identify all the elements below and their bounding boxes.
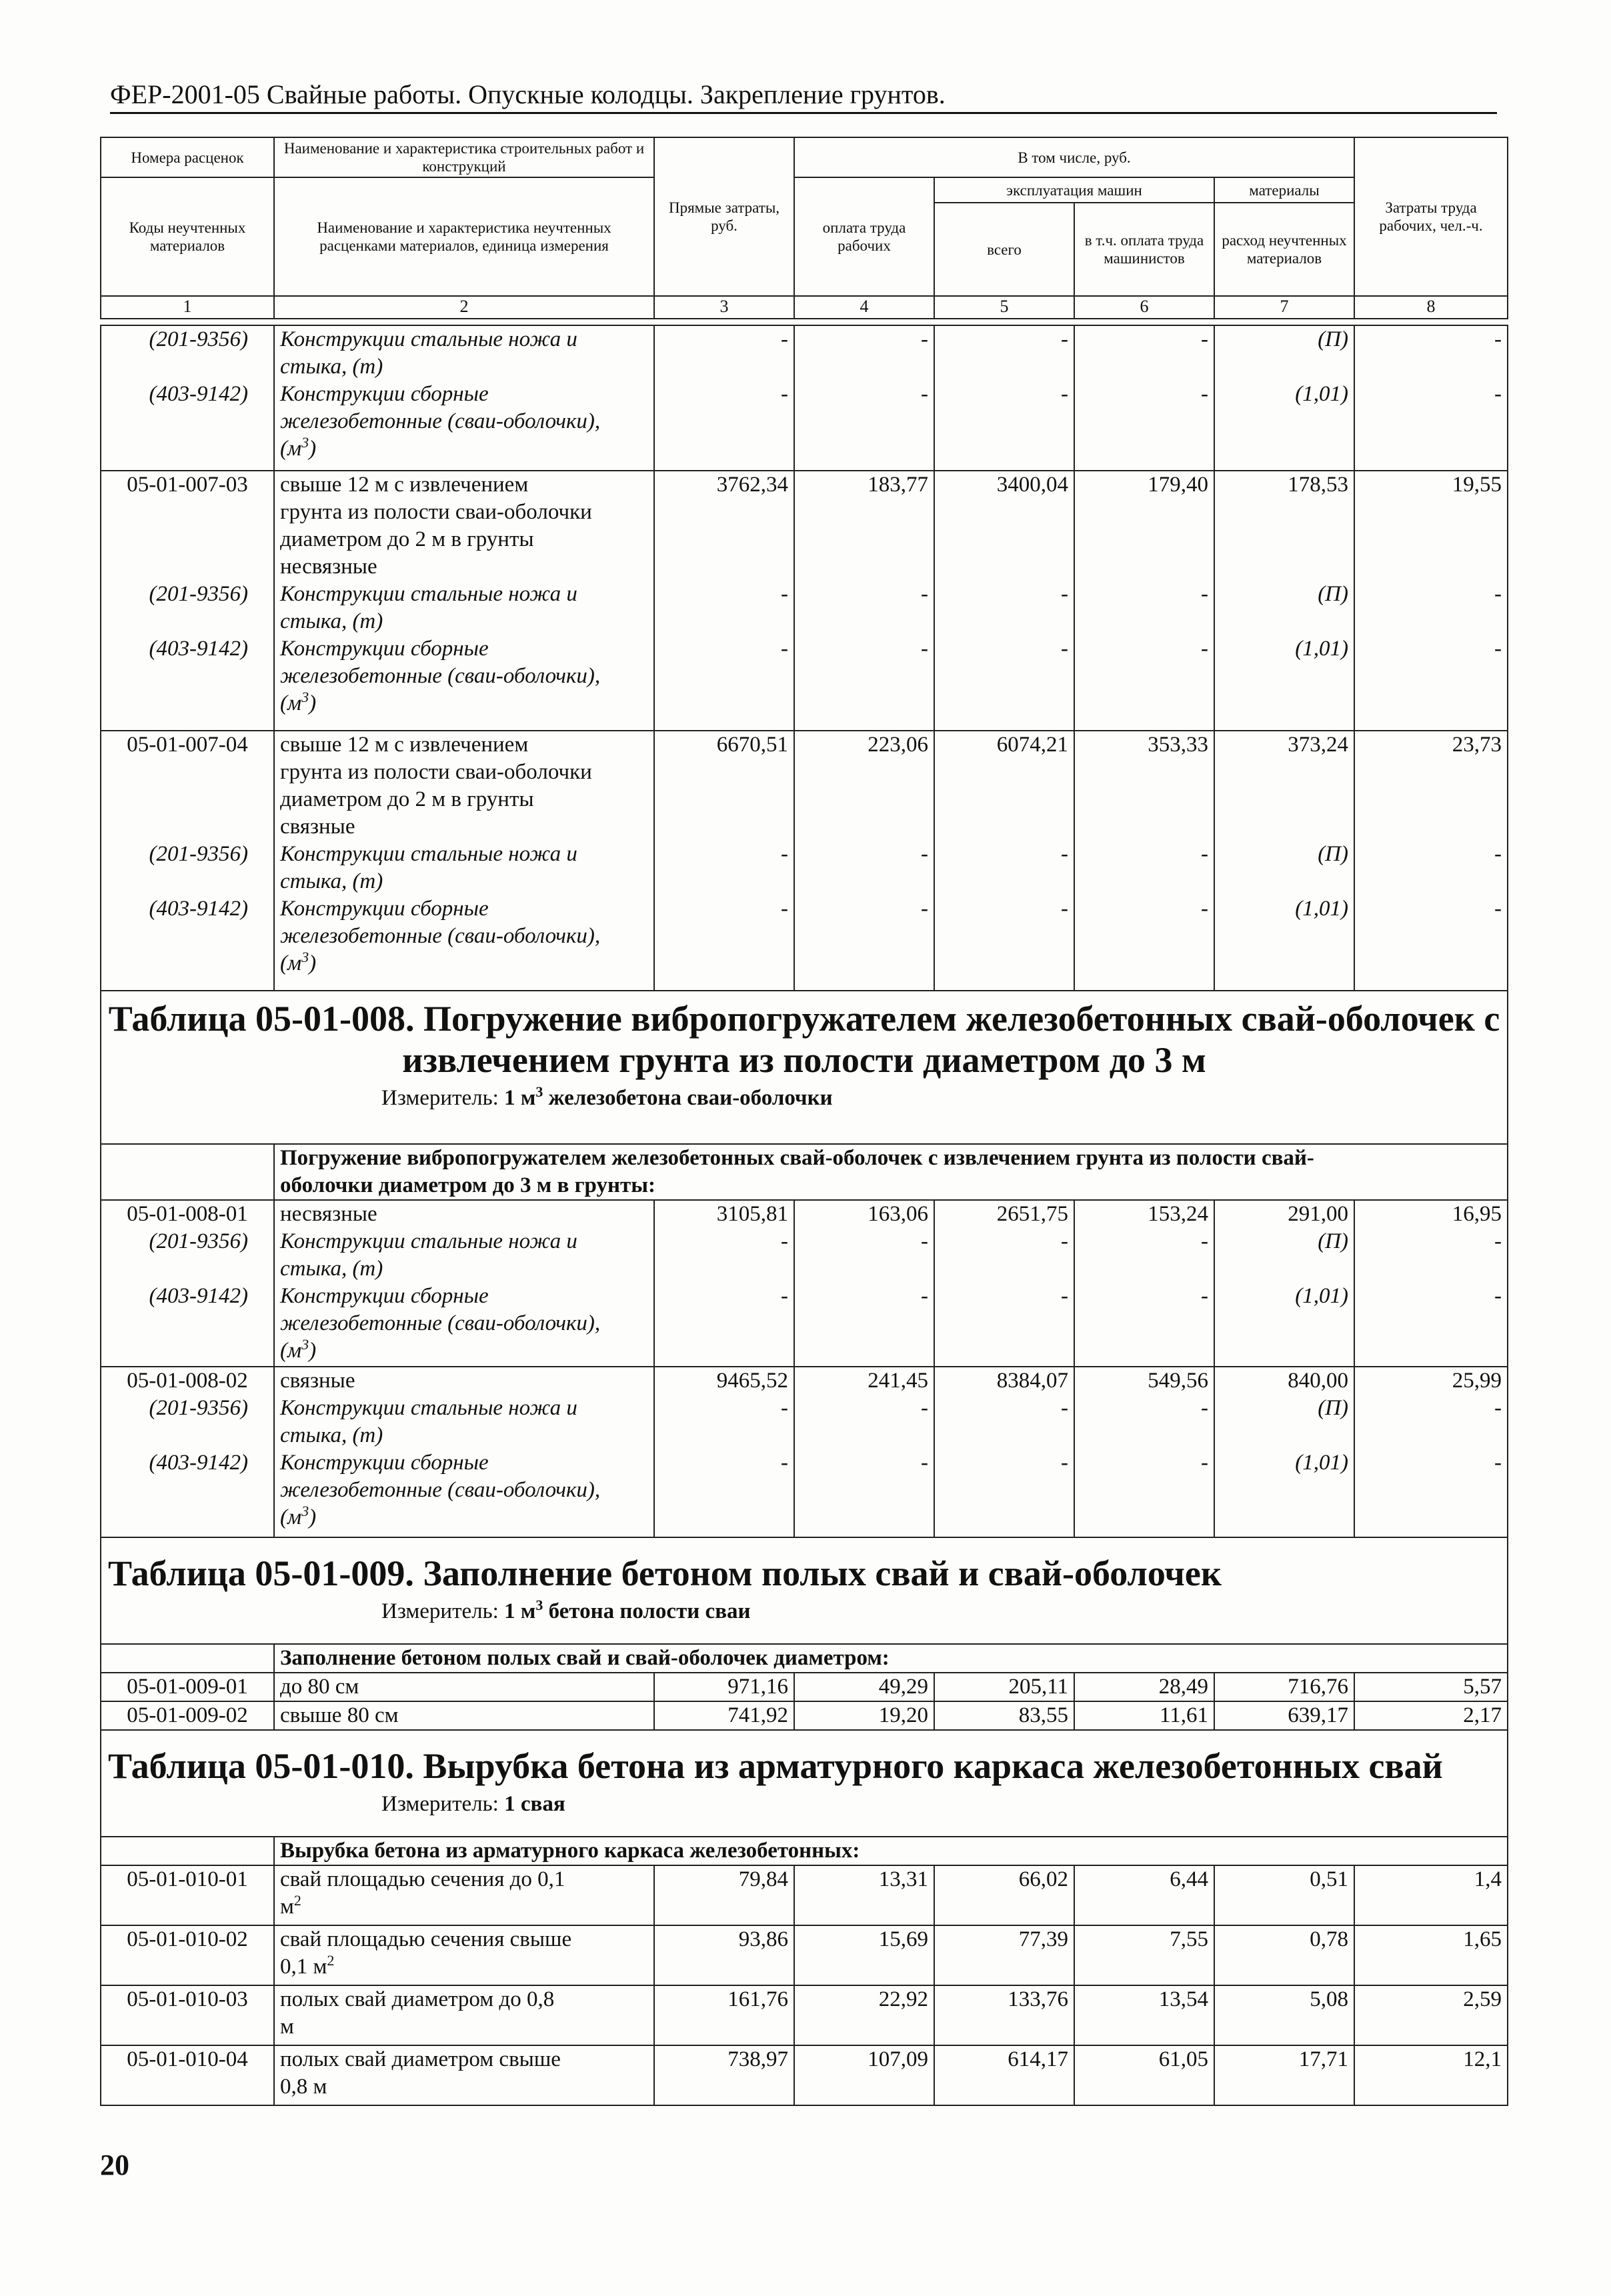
value-cell: 0,78	[1214, 1925, 1354, 1985]
value-cell: 16,95	[1452, 1202, 1502, 1226]
rate-name: несвязные	[280, 555, 377, 579]
table-row: 05-01-008-01 (201-9356) (403-9142) несвязные Конструкции стальные ножа и стыка, (т) Конструкции сборные железобетонные (сваи-оболочки), $(м^3)$ 3105,81 - - 163,06 - - 2651,75 - - 153,24 - - 291,00 (П) (1,01) 16,95 - -	[101, 1200, 1508, 1367]
column-header-table	[100, 137, 1508, 319]
value-cell: 373,24	[1288, 733, 1348, 757]
col1-top-header: Номера расценок	[101, 137, 274, 177]
table-row: 05-01-007-04 (201-9356) (403-9142) свыше 12 м с извлечением грунта из полости сваи-оболочки диаметром до 2 м в грунты связные Конструкции стальные ножа и стыка, (т) Конструкции сборные железобетонные (сваи-оболочки), $(м^3)$ 6670,51 - - 223,06 - - 6074,21 - - 353,33 - - 373,24 (П) (1,01) 23,73 - -	[101, 731, 1508, 991]
material-unit: )	[309, 437, 317, 461]
rate-name: связные	[280, 1369, 355, 1393]
table-row	[101, 1701, 1508, 1730]
value-cell: 3762,34	[716, 473, 788, 497]
rate-name: свыше 12 м с извлечением	[280, 733, 529, 757]
value-cell: 1,4	[1354, 1865, 1508, 1925]
value-cell: 15,69	[794, 1925, 934, 1985]
rate-name: свай площадью сечения до 0,1	[280, 1867, 565, 1891]
machines-operators-header: в т.ч. оплата труда машинистов	[1074, 203, 1214, 296]
value-cell: 639,17	[1214, 1701, 1354, 1730]
body-table	[100, 325, 1508, 2106]
rate-name: свыше 80 см	[274, 1701, 654, 1730]
rate-code: 05-01-010-04	[101, 2045, 274, 2105]
value-cell: 161,76	[654, 1985, 794, 2045]
rate-name: диаметром до 2 м в грунты	[280, 787, 534, 811]
col-index: 8	[1354, 296, 1508, 319]
group-heading: Заполнение бетоном полых свай и свай-оболочек диаметром:	[274, 1644, 1508, 1673]
material-code: (403-9142)	[149, 382, 248, 406]
value-cell: 93,86	[654, 1925, 794, 1985]
table-row: (201-9356) (403-9142) Конструкции стальные ножа и стыка, (т) Конструкции сборные железобетонные (сваи-оболочки), $(м^3)$ - - - - - - - - (П) (1,01) - -	[101, 325, 1508, 471]
value-cell: 133,76	[934, 1985, 1074, 2045]
unit-measure: Измеритель: 1 $м^3$ железобетона сваи-оболочки	[381, 1083, 833, 1110]
table-row: 05-01-010-03 полых свай диаметром до 0,8 м 161,76 22,92 133,76 13,54 5,08 2,59	[101, 1985, 1508, 2045]
value-cell: 840,00	[1288, 1369, 1348, 1393]
material-code: (201-9356)	[149, 327, 248, 351]
value-cell: 9465,52	[716, 1369, 788, 1393]
col-index: 3	[654, 296, 794, 319]
group-heading: Вырубка бетона из арматурного каркаса железобетонных:	[274, 1837, 1508, 1865]
rate-name: грунта из полости сваи-оболочки	[280, 500, 592, 524]
value-cell: 178,53	[1288, 473, 1348, 497]
value-cell: 17,71	[1214, 2045, 1354, 2105]
value-cell: 716,76	[1214, 1673, 1354, 1701]
rate-code: 05-01-007-04	[127, 733, 248, 757]
table-title: Таблица 05-01-008. Погружение вибропогружателем железобетонных свай-оболочек с извлечением грунта из полости диаметром до 3 м	[108, 999, 1500, 1080]
material-code: (201-9356)	[149, 582, 248, 606]
value-cell: 6670,51	[716, 733, 788, 757]
value-cell: 741,92	[654, 1701, 794, 1730]
direct-cost-header: Прямые затраты, руб.	[654, 137, 794, 296]
value-cell: 3400,04	[996, 473, 1068, 497]
rate-code: 05-01-010-02	[101, 1925, 274, 1985]
value-cell: 8384,07	[996, 1369, 1068, 1393]
rate-name: грунта из полости сваи-оболочки	[280, 760, 592, 784]
value-cell: 11,61	[1074, 1701, 1214, 1730]
table-row: 05-01-010-01 свай площадью сечения до 0,1 $м^2$ 79,84 13,31 66,02 6,44 0,51 1,4	[101, 1865, 1508, 1925]
value-cell: 0,51	[1214, 1865, 1354, 1925]
value-cell: 49,29	[794, 1673, 934, 1701]
including-header: В том числе, руб.	[794, 137, 1354, 177]
table-row: 05-01-010-04 полых свай диаметром свыше 0,8 м 738,97 107,09 614,17 61,05 17,71 12,1	[101, 2045, 1508, 2105]
col-index: 7	[1214, 296, 1354, 319]
rate-code: 05-01-010-03	[101, 1985, 274, 2045]
value-cell: 205,11	[934, 1673, 1074, 1701]
value-cell: 353,33	[1148, 733, 1208, 757]
rate-name: до 80 см	[274, 1673, 654, 1701]
rate-name: связные	[280, 815, 355, 839]
rate-name: полых свай диаметром свыше	[280, 2047, 561, 2071]
labor-header: оплата труда рабочих	[794, 177, 934, 296]
machines-total-header: всего	[934, 203, 1074, 296]
value-cell: 2,59	[1354, 1985, 1508, 2045]
table-row: 05-01-007-03 (201-9356) (403-9142) свыше 12 м с извлечением грунта из полости сваи-оболочки диаметром до 2 м в грунты несвязные Конструкции стальные ножа и стыка, (т) Конструкции сборные железобетонные (сваи-оболочки), $(м^3)$ 3762,34 - - 183,77 - - 3400,04 - - 179,40 - - 178,53 (П) (1,01) 19,55 - -	[101, 471, 1508, 731]
material-name: стыка, (т)	[280, 355, 383, 379]
value-cell: 83,55	[934, 1701, 1074, 1730]
rate-code: 05-01-009-02	[101, 1701, 274, 1730]
value-cell: 66,02	[934, 1865, 1074, 1925]
value-cell: 5,08	[1214, 1985, 1354, 2045]
rate-name: полых свай диаметром до 0,8	[280, 1987, 555, 2011]
value-cell: 3105,81	[716, 1202, 788, 1226]
col-index: 5	[934, 296, 1074, 319]
value-cell: 153,24	[1148, 1202, 1208, 1226]
col1-bottom-header: Коды неучтенных материалов	[101, 177, 274, 296]
rate-code: 05-01-008-02	[127, 1369, 248, 1393]
value-cell: 738,97	[654, 2045, 794, 2105]
value-cell: 23,73	[1452, 733, 1502, 757]
rate-code: 05-01-010-01	[101, 1865, 274, 1925]
table-title: Таблица 05-01-010. Вырубка бетона из арматурного каркаса железобетонных свай	[108, 1746, 1443, 1786]
table-title: Таблица 05-01-009. Заполнение бетоном полых свай и свай-оболочек	[108, 1553, 1222, 1593]
value-cell: 2651,75	[996, 1202, 1068, 1226]
value-cell: 13,31	[794, 1865, 934, 1925]
unit-measure: Измеритель: 1 свая	[381, 1792, 565, 1816]
rate-name: свай площадью сечения свыше	[280, 1927, 572, 1951]
value-cell: 22,92	[794, 1985, 934, 2045]
value-cell: 12,1	[1354, 2045, 1508, 2105]
value-cell: 79,84	[654, 1865, 794, 1925]
value-cell: 13,54	[1074, 1985, 1214, 2045]
materials-header: материалы	[1214, 177, 1354, 203]
rate-code: 05-01-009-01	[101, 1673, 274, 1701]
value-cell: 5,57	[1354, 1673, 1508, 1701]
col-index: 6	[1074, 296, 1214, 319]
value-cell: 28,49	[1074, 1673, 1214, 1701]
col-index: 4	[794, 296, 934, 319]
col-index: 2	[274, 296, 654, 319]
value-cell: 614,17	[934, 2045, 1074, 2105]
col-index: 1	[101, 296, 274, 319]
material-code: (403-9142)	[149, 637, 248, 661]
table-row: 05-01-008-02 (201-9356) (403-9142) связные Конструкции стальные ножа и стыка, (т) Конструкции сборные железобетонные (сваи-оболочки), $(м^3)$ 9465,52 - - 241,45 - - 8384,07 - - 549,56 - - 840,00 (П) (1,01) 25,99 - -	[101, 1367, 1508, 1537]
labor-cost-header: Затраты труда рабочих, чел.-ч.	[1354, 137, 1508, 296]
value-cell: 223,06	[868, 733, 928, 757]
value-cell: 77,39	[934, 1925, 1074, 1985]
material-name: Конструкции стальные ножа и	[280, 327, 577, 351]
materials-use-header: расход неучтенных материалов	[1214, 203, 1354, 296]
rate-code: 05-01-008-01	[127, 1202, 248, 1226]
value-cell: 25,99	[1452, 1369, 1502, 1393]
rate-name: диаметром до 2 м в грунты	[280, 527, 534, 551]
value-cell: 6074,21	[996, 733, 1068, 757]
table-row	[101, 1673, 1508, 1701]
col2-top-header: Наименование и характеристика строительных работ и конструкций	[274, 137, 654, 177]
value-cell: 971,16	[654, 1673, 794, 1701]
value-cell: 183,77	[868, 473, 928, 497]
material-unit: (м	[280, 437, 302, 461]
value-cell: 179,40	[1148, 473, 1208, 497]
value-cell: 19,55	[1452, 473, 1502, 497]
value-cell: 241,45	[868, 1369, 928, 1393]
unit-exponent: 3	[301, 434, 309, 451]
group-heading: Погружение вибропогружателем железобетонных свай-оболочек с извлечением грунта из полости свай- оболочки диаметром до 3 м в грунты:	[274, 1144, 1508, 1200]
rate-name: свыше 12 м с извлечением	[280, 473, 529, 497]
value-cell: 6,44	[1074, 1865, 1214, 1925]
table-row: 05-01-010-02 свай площадью сечения свыше 0,1 $м^2$ 93,86 15,69 77,39 7,55 0,78 1,65	[101, 1925, 1508, 1985]
value-cell: 61,05	[1074, 2045, 1214, 2105]
machines-header: эксплуатация машин	[934, 177, 1214, 203]
unit-measure: Измеритель: 1 $м^3$ бетона полости сваи	[381, 1597, 751, 1623]
value-cell: 19,20	[794, 1701, 934, 1730]
page-number: 20	[100, 2149, 129, 2181]
value-cell: 7,55	[1074, 1925, 1214, 1985]
value-cell: 163,06	[868, 1202, 928, 1226]
page-header: ФЕР-2001-05 Свайные работы. Опускные колодцы. Закрепление грунтов.	[110, 79, 1497, 114]
value-cell: 1,65	[1354, 1925, 1508, 1985]
material-name: железобетонные (сваи-оболочки),	[280, 409, 601, 433]
material-name: Конструкции сборные	[280, 382, 489, 406]
rate-code: 05-01-007-03	[127, 473, 248, 497]
value-cell: 2,17	[1354, 1701, 1508, 1730]
value-cell: 549,56	[1148, 1369, 1208, 1393]
rate-name: несвязные	[280, 1202, 377, 1226]
value-cell: 107,09	[794, 2045, 934, 2105]
value-cell: 291,00	[1288, 1202, 1348, 1226]
col2-bottom-header: Наименование и характеристика неучтенных расценками материалов, единица измерения	[274, 177, 654, 296]
